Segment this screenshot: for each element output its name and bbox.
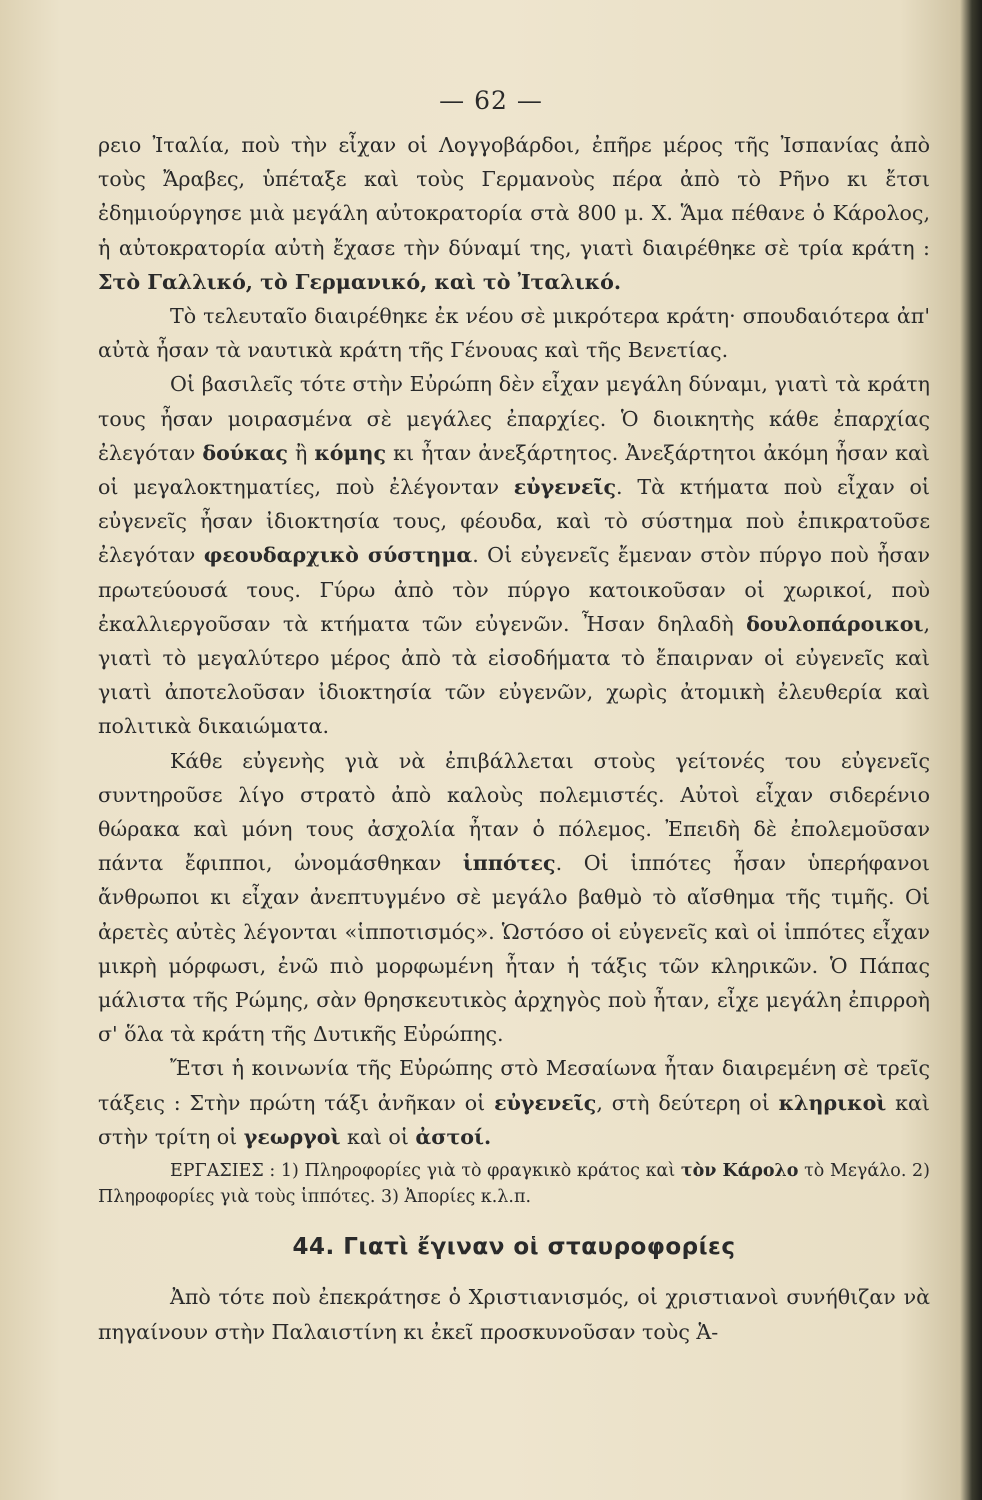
exercises-text-2: τὸ Μεγάλο. 2) Πληροφορίες γιὰ τοὺς ἱππότες. 3) Ἀπορίες κ.λ.π. [98,1161,930,1208]
text-block [98,128,930,1349]
paragraph-5-text-1: Ἔτσι ἡ κοινωνία τῆς Εὐρώπης στὸ Μεσαίωνα ἦταν διαιρεμένη σὲ τρεῖς τάξεις : Στὴν πρώτη τάξι ἀνῆκαν οἱ [98,1056,930,1115]
section-heading: 44. Γιατὶ ἔγιναν οἱ σταυροφορίες [292,1234,736,1261]
paragraph-6 [98,1280,930,1348]
term-nobles: εὐγενεῖς [494,1090,597,1115]
paragraph-5-text-2: , στὴ δεύτερη οἱ [596,1090,779,1115]
paragraph-2-text: Τὸ τελευταῖο διαιρέθηκε ἐκ νέου σὲ μικρότερα κράτη· σπουδαιότερα ἀπ' αὐτὰ ἦσαν τὰ ναυτικὰ κράτη τῆς Γένουας καὶ τῆς Βενετίας. [98,304,930,363]
paragraph-3-text-1: Οἱ βασιλεῖς τότε στὴν Εὐρώπη δὲν εἶχαν μεγάλη δύναμι, γιατὶ τὰ κράτη τους ἦσαν μοιρασμένα σὲ μεγάλες ἐπαρχίες. Ὁ διοικητὴς κάθε ἐπαρχίας ἐλεγόταν [98,372,930,465]
paragraph-3-text-2: ἢ [287,440,315,465]
term-serfs: δουλοπάροικοι [746,611,924,636]
paragraph-3-text-6: , γιατὶ τὸ μεγαλύτερο μέρος ἀπὸ τὰ εἰσοδήματα τὸ ἔπαιρναν οἱ εὐγενεῖς καὶ γιατὶ ἀποτελοῦσαν ἰδιοκτησία τῶν εὐγενῶν, χωρὶς ἀτομικὴ ἐλευθερία καὶ πολιτικὰ δικαιώματα. [98,611,930,739]
paragraph-2 [98,299,930,367]
term-evgeneis: εὐγενεῖς [513,475,617,500]
paragraph-5 [98,1051,930,1154]
exercises-bold-charles: τὸν Κάρολο [680,1161,799,1182]
term-doukas: δούκας [202,440,288,465]
term-clergy: κληρικοὶ [778,1090,887,1115]
paragraph-4-text-2: . Οἱ ἱππότες ἦσαν ὑπερήφανοι ἄνθρωποι κι εἶχαν ἀνεπτυγμένο σὲ μεγάλο βαθμὸ τὸ αἴσθημα τῆς τιμῆς. Οἱ ἀρετὲς αὐτὲς λέγονται «ἱπποτισμός». Ὡστόσο οἱ εὐγενεῖς καὶ οἱ ἱππότες εἶχαν μικρὴ μόρφωσι, ἐνῶ πιὸ μορφωμένη ἦταν ἡ τάξις τῶν κληρικῶν. Ὁ Πάπας μάλιστα τῆς Ρώμης, σὰν θρησκευτικὸς ἀρχηγὸς ποὺ ἦταν, εἶχε μεγάλη ἐπιρροὴ σ' ὅλα τὰ κράτη τῆς Δυτικῆς Εὐρώπης. [98,851,930,1047]
term-komis: κόμης [314,440,387,465]
exercises-text-1: ΕΡΓΑΣΙΕΣ : 1) Πληροφορίες γιὰ τὸ φραγκικὸ κράτος καὶ [170,1161,681,1182]
paragraph-5-text-4: καὶ οἱ [340,1124,416,1149]
paragraph-3-text-3: κι ἦταν ἀνεξάρτητος. Ἀνεξάρτητοι ἀκόμη ἦσαν καὶ οἱ μεγαλοκτηματίες, ποὺ ἐλέγονταν [98,440,930,500]
paragraph-4 [98,744,930,1052]
paragraph-6-text: Ἀπὸ τότε ποὺ ἐπεκράτησε ὁ Χριστιανισμός, οἱ χριστιανοὶ συνήθιζαν νὰ πηγαίνουν στὴν Παλαιστίνη κι ἐκεῖ προσκυνοῦσαν τοὺς Ἁ- [98,1285,930,1344]
exercises [98,1158,930,1210]
paragraph-1-text: ρειο Ἰταλία, ποὺ τὴν εἶχαν οἱ Λογγοβάρδοι, ἐπῆρε μέρος τῆς Ἰσπανίας ἀπὸ τοὺς Ἄραβες, ὑπέταξε καὶ τοὺς Γερμανοὺς πέρα ἀπὸ τὸ Ρῆνο κι ἔτσι ἐδημιούργησε μιὰ μεγάλη αὐτοκρατορία στὰ 800 μ. Χ. Ἅμα πέθανε ὁ Κάρολος, ἡ αὐτοκρατορία αὐτὴ ἔχασε τὴν δύναμί της, γιατὶ διαιρέθηκε σὲ τρία κράτη : [98,133,930,260]
term-knights: ἱππότες [462,851,556,876]
page-number: — 62 — [439,86,543,115]
term-townspeople: ἀστοί. [415,1124,492,1149]
paragraph-3 [98,367,930,743]
paragraph-3-text-4: . Τὰ κτήματα ποὺ εἶχαν οἱ εὐγενεῖς ἦσαν ἰδιοκτησία τους, φέουδα, καὶ τὸ σύστημα ποὺ ἐπικρατοῦσε ἐλεγόταν [98,475,930,568]
paragraph-3-text-5: . Οἱ εὐγενεῖς ἔμεναν στὸν πύργο ποὺ ἦσαν πρωτεύουσά τους. Γύρω ἀπὸ τὸν πύργο κατοικοῦσαν οἱ χωρικοί, ποὺ ἐκαλλιεργοῦσαν τὰ κτήματα τῶν εὐγενῶν. Ἦσαν δηλαδὴ [98,543,930,636]
paragraph-1-bold-kingdoms: Στὸ Γαλλικό, τὸ Γερμανικό, καὶ τὸ Ἰταλικό. [98,269,622,294]
term-farmers: γεωργοὶ [243,1124,341,1149]
term-feudal-system: φεουδαρχικὸ σύστημα [203,543,473,568]
paragraph-5-text-3: καὶ στὴν τρίτη οἱ [98,1090,930,1149]
paragraph-1 [98,128,930,299]
paragraph-4-text-1: Κάθε εὐγενὴς γιὰ νὰ ἐπιβάλλεται στοὺς γείτονές του εὐγενεῖς συντηροῦσε λίγο στρατὸ ἀπὸ καλοὺς πολεμιστές. Αὐτοὶ εἶχαν σιδερένιο θώρακα καὶ μόνη τους ἀσχολία ἦταν ὁ πόλεμος. Ἐπειδὴ δὲ ἐπολεμοῦσαν πάντα ἔφιπποι, ὠνομάσθηκαν [98,748,930,876]
